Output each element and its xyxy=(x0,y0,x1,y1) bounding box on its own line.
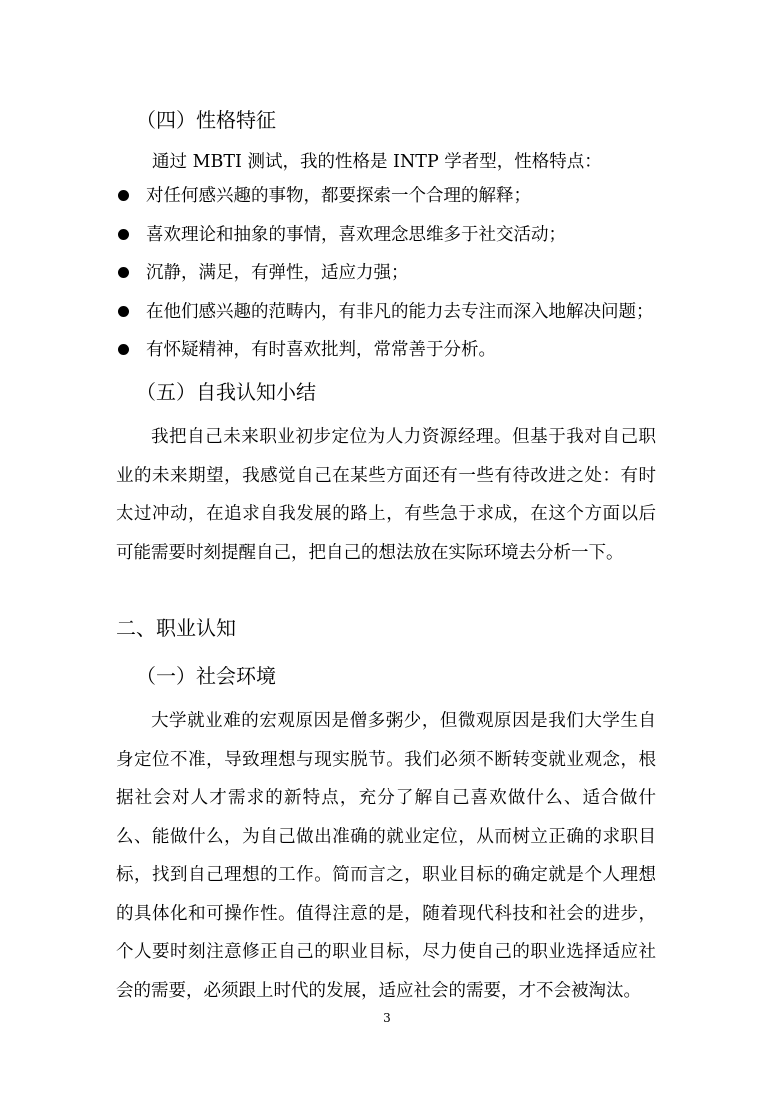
bullet-dot-icon xyxy=(118,267,129,278)
bullet-dot-icon xyxy=(118,306,129,317)
list-item-text: 有怀疑精神，有时喜欢批判，常常善于分析。 xyxy=(146,340,496,360)
bullet-dot-icon xyxy=(118,344,129,355)
bullet-dot-icon xyxy=(118,190,129,201)
self-summary-paragraph: 我把自己未来职业初步定位为人力资源经理。但基于我对自己职业的未来期望，我感觉自己在某些方面还有一些有待改进之处：有时太过冲动，在追求自我发展的路上，有些急于求成，在这个方面以后可能需要时刻提醒自己，把自己的想法放在实际环境去分析一下。 xyxy=(116,427,656,563)
chapter-heading-career-cognition: 二、职业认知 xyxy=(116,616,236,640)
section-heading-self-summary: （五）自我认知小结 xyxy=(136,380,316,404)
social-environment-paragraph: 大学就业难的宏观原因是僧多粥少，但微观原因是我们大学生自身定位不准，导致理想与现实脱节。我们必须不断转变就业观念，根据社会对人才需求的新特点，充分了解自己喜欢做什么、适合做什么、能做什么，为自己做出准确的就业定位，从而树立正确的求职目标，找到自己理想的工作。简而言之，职业目标的确定就是个人理想的具体化和可操作性。值得注意的是，随着现代科技和社会的进步，个人要时刻注意修正自己的职业目标，尽力使自己的职业选择适应社会的需要，必须跟上时代的发展，适应社会的需要，才不会被淘汰。 xyxy=(116,711,656,1001)
bullet-dot-icon xyxy=(118,229,129,240)
list-item-text: 对任何感兴趣的事物，都要探索一个合理的解释； xyxy=(146,186,531,206)
section-heading-social-environment: （一）社会环境 xyxy=(136,664,276,688)
list-item-text: 沉静，满足，有弹性，适应力强； xyxy=(146,263,409,283)
list-item-text: 在他们感兴趣的范畴内，有非凡的能力去专注而深入地解决问题； xyxy=(146,301,654,322)
list-item-text: 喜欢理论和抽象的事情，喜欢理念思维多于社交活动； xyxy=(146,224,566,245)
mbti-intro-text: 通过 MBTI 测试，我的性格是 INTP 学者型，性格特点： xyxy=(152,152,602,172)
section-heading-personality: （四）性格特征 xyxy=(136,108,276,132)
page-number: 3 xyxy=(383,1011,391,1025)
